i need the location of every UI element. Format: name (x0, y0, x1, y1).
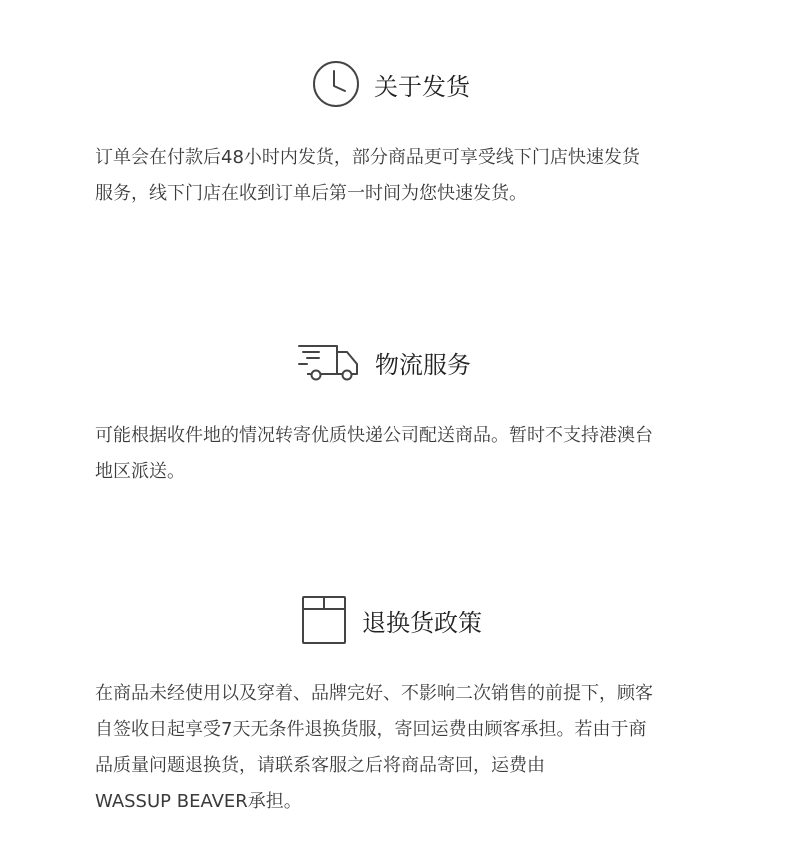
box-icon (302, 596, 346, 644)
shipping-title: 关于发货 (374, 72, 470, 101)
delivery-truck-icon (297, 342, 359, 382)
shipping-text-line: 服务，线下门店在收到订单后第一时间为您快速发货。 (95, 183, 527, 204)
returns-text-line: 在商品未经使用以及穿着、品牌完好、不影响二次销售的前提下，顾客 (95, 683, 653, 704)
shipping-description (95, 140, 735, 212)
clock-icon (312, 60, 360, 108)
returns-heading (302, 596, 482, 644)
logistics-title: 物流服务 (375, 350, 471, 379)
returns-description (95, 676, 735, 820)
shipping-text-line: 订单会在付款后48小时内发货，部分商品更可享受线下门店快速发货 (95, 147, 640, 168)
shipping-heading (312, 60, 470, 108)
returns-title: 退换货政策 (362, 608, 482, 637)
returns-text-line: WASSUP BEAVER承担。 (95, 791, 302, 812)
logistics-text-line: 地区派送。 (95, 461, 185, 482)
returns-text-line: 品质量问题退换货，请联系客服之后将商品寄回，运费由 (95, 755, 545, 776)
logistics-text-line: 可能根据收件地的情况转寄优质快递公司配送商品。暂时不支持港澳台 (95, 425, 653, 446)
logistics-heading (297, 342, 471, 382)
returns-text-line: 自签收日起享受7天无条件退换货服，寄回运费由顾客承担。若由于商 (95, 719, 647, 740)
logistics-description (95, 418, 735, 490)
